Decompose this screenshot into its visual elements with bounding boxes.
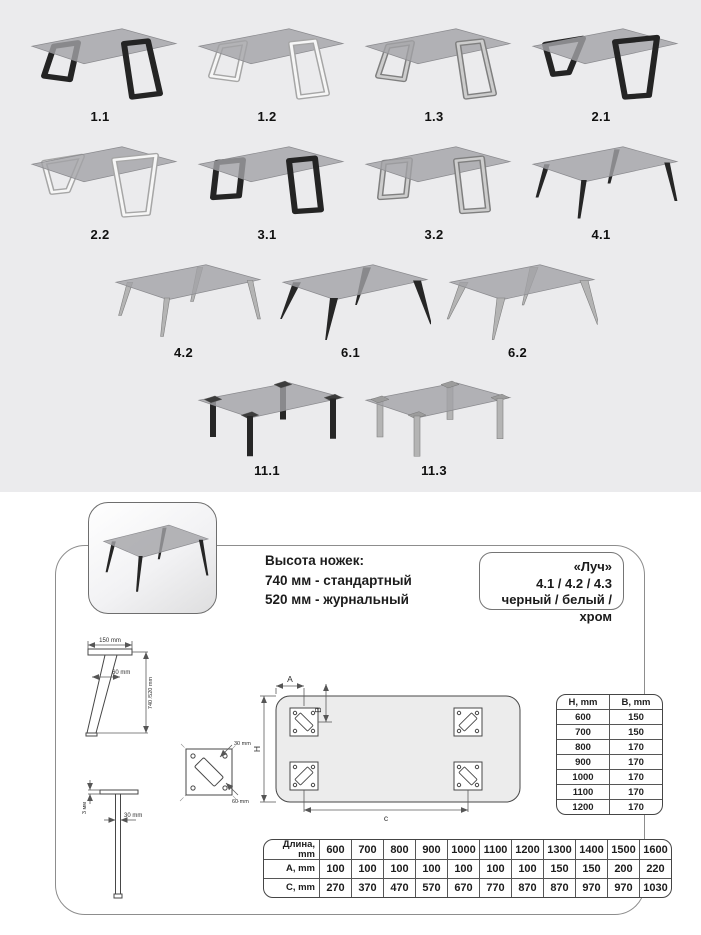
product-row-3 (0, 256, 701, 360)
product-row-1 (0, 20, 701, 124)
product-label: 3.2 (424, 227, 444, 242)
model-name: «Луч» (573, 559, 612, 574)
leg-height-standard: 740 мм - стандартный (265, 572, 412, 588)
table-cell: 170 (610, 740, 663, 755)
leg-heights-text (265, 551, 412, 610)
dim-b-label: B (313, 707, 323, 713)
product-row-4 (0, 374, 701, 478)
table-cell: 800 (557, 740, 610, 755)
table-illustration (95, 517, 211, 595)
table-cell: 170 (610, 770, 663, 785)
hb-table-row (557, 755, 662, 770)
table-illustration (354, 20, 514, 104)
table-illustration (354, 374, 514, 458)
table-illustration (521, 138, 681, 222)
table-cell: 1100 (557, 785, 610, 800)
product-label: 1.2 (257, 109, 277, 124)
hb-table (556, 694, 663, 815)
table-cell: 800 (384, 840, 416, 860)
product-item-3.1 (187, 138, 347, 242)
size-table (263, 839, 672, 898)
table-cell: 970 (608, 879, 640, 898)
leg-front-view-drawing (78, 776, 170, 908)
table-cell: 100 (448, 860, 480, 879)
corner-plate (454, 762, 482, 790)
table-cell: 100 (320, 860, 352, 879)
table-illustration (521, 20, 681, 104)
product-item-4.1 (521, 138, 681, 242)
size-table-row (264, 879, 671, 898)
product-item-3.2 (354, 138, 514, 242)
product-thumbnail (88, 502, 217, 614)
table-illustration (187, 138, 347, 222)
table-illustration (95, 517, 211, 600)
table-illustration (187, 20, 347, 104)
product-item-2.2 (20, 138, 180, 242)
table-cell: 270 (320, 879, 352, 898)
table-cell: 570 (416, 879, 448, 898)
table-cell: 170 (610, 800, 663, 815)
hb-table-row (557, 785, 662, 800)
dim-plate-thickness: 3 мм (82, 801, 88, 815)
table-cell: 370 (352, 879, 384, 898)
hb-table-row (557, 800, 662, 815)
product-item-2.1 (521, 20, 681, 124)
table-cell: 150 (576, 860, 608, 879)
table-cell: 1600 (640, 840, 672, 860)
table-cell: 150 (610, 710, 663, 725)
table-cell: 1300 (544, 840, 576, 860)
table-cell: 1500 (608, 840, 640, 860)
hb-table-row (557, 695, 662, 710)
product-row-2 (0, 138, 701, 242)
product-item-11.3 (354, 374, 514, 478)
dim-h-label: H (252, 745, 262, 753)
dim-a-label: A (287, 674, 293, 684)
dim-top-width: 150 mm (99, 638, 121, 644)
table-cell: 170 (610, 755, 663, 770)
table-illustration (187, 374, 347, 458)
table-cell: 1200 (557, 800, 610, 815)
dim-c-label: c (383, 813, 389, 823)
hb-table-row (557, 725, 662, 740)
table-cell: 1030 (640, 879, 672, 898)
table-cell: 670 (448, 879, 480, 898)
leg-side-view-drawing (68, 633, 180, 751)
table-cell: 870 (512, 879, 544, 898)
model-colors: черный / белый / хром (501, 592, 612, 624)
table-cell: 200 (608, 860, 640, 879)
table-cell: 170 (610, 785, 663, 800)
dim-leg-width: 60 mm (112, 670, 131, 676)
product-label: 4.1 (591, 227, 611, 242)
table-cell: 100 (384, 860, 416, 879)
dim-slot-width: 30 mm (234, 741, 251, 747)
table-cell: 220 (640, 860, 672, 879)
table-cell: 900 (416, 840, 448, 860)
row-header-cell: A, mm (264, 860, 320, 879)
table-cell: 600 (320, 840, 352, 860)
table-illustration (438, 256, 598, 340)
product-label: 3.1 (257, 227, 277, 242)
table-illustration (20, 20, 180, 104)
product-label: 1.3 (424, 109, 444, 124)
row-header-cell: Длина, mm (282, 839, 315, 860)
table-cell: 100 (416, 860, 448, 879)
size-table-row (264, 840, 671, 860)
product-item-11.1 (187, 374, 347, 478)
product-label: 11.1 (254, 463, 280, 478)
table-cell: 100 (512, 860, 544, 879)
product-label: 6.2 (508, 345, 527, 360)
table-cell: 1100 (480, 840, 512, 860)
product-label: 11.3 (421, 463, 447, 478)
dim-slot-length: 60 mm (232, 799, 249, 805)
hb-table-row (557, 770, 662, 785)
table-cell: 700 (352, 840, 384, 860)
corner-plate (290, 762, 318, 790)
table-cell: H, mm (568, 696, 598, 708)
table-cell: 1400 (576, 840, 608, 860)
product-item-6.1 (271, 256, 431, 360)
table-cell: 900 (557, 755, 610, 770)
dim-leg-height: 740 /520 mm (148, 676, 154, 710)
table-cell: 700 (557, 725, 610, 740)
leg-height-coffee: 520 мм - журнальный (265, 592, 409, 607)
table-cell: 970 (576, 879, 608, 898)
product-label: 4.2 (174, 345, 193, 360)
model-variants: 4.1 / 4.2 / 4.3 (536, 575, 612, 591)
table-cell: 770 (480, 879, 512, 898)
table-cell: 1000 (448, 840, 480, 860)
product-item-1.1 (20, 20, 180, 124)
corner-plate (454, 708, 482, 736)
row-header-cell: C, mm (264, 879, 320, 898)
table-layout-drawing (252, 658, 544, 824)
table-cell: B, mm (610, 695, 663, 710)
hb-table-row (557, 710, 662, 725)
leg-heights-title: Высота ножек: (265, 553, 364, 568)
table-cell: 100 (480, 860, 512, 879)
product-label: 2.1 (591, 109, 611, 124)
table-cell: 1000 (557, 770, 610, 785)
table-cell: 150 (610, 725, 663, 740)
table-illustration (104, 256, 264, 340)
table-illustration (354, 138, 514, 222)
product-item-6.2 (438, 256, 598, 360)
table-cell: 150 (544, 860, 576, 879)
product-item-1.2 (187, 20, 347, 124)
product-label: 6.1 (341, 345, 360, 360)
product-item-1.3 (354, 20, 514, 124)
table-illustration (271, 256, 431, 340)
table-illustration (20, 138, 180, 222)
product-label: 1.1 (90, 109, 110, 124)
table-cell: 100 (352, 860, 384, 879)
table-cell: 870 (544, 879, 576, 898)
product-item-4.2 (104, 256, 264, 360)
hb-table-row (557, 740, 662, 755)
size-table-row (264, 860, 671, 879)
dim-front-leg-width: 30 mm (124, 813, 143, 819)
table-cell: 600 (557, 710, 610, 725)
model-info-box (479, 552, 624, 624)
product-label: 2.2 (90, 227, 110, 242)
table-cell: 470 (384, 879, 416, 898)
table-cell: 1200 (512, 840, 544, 860)
